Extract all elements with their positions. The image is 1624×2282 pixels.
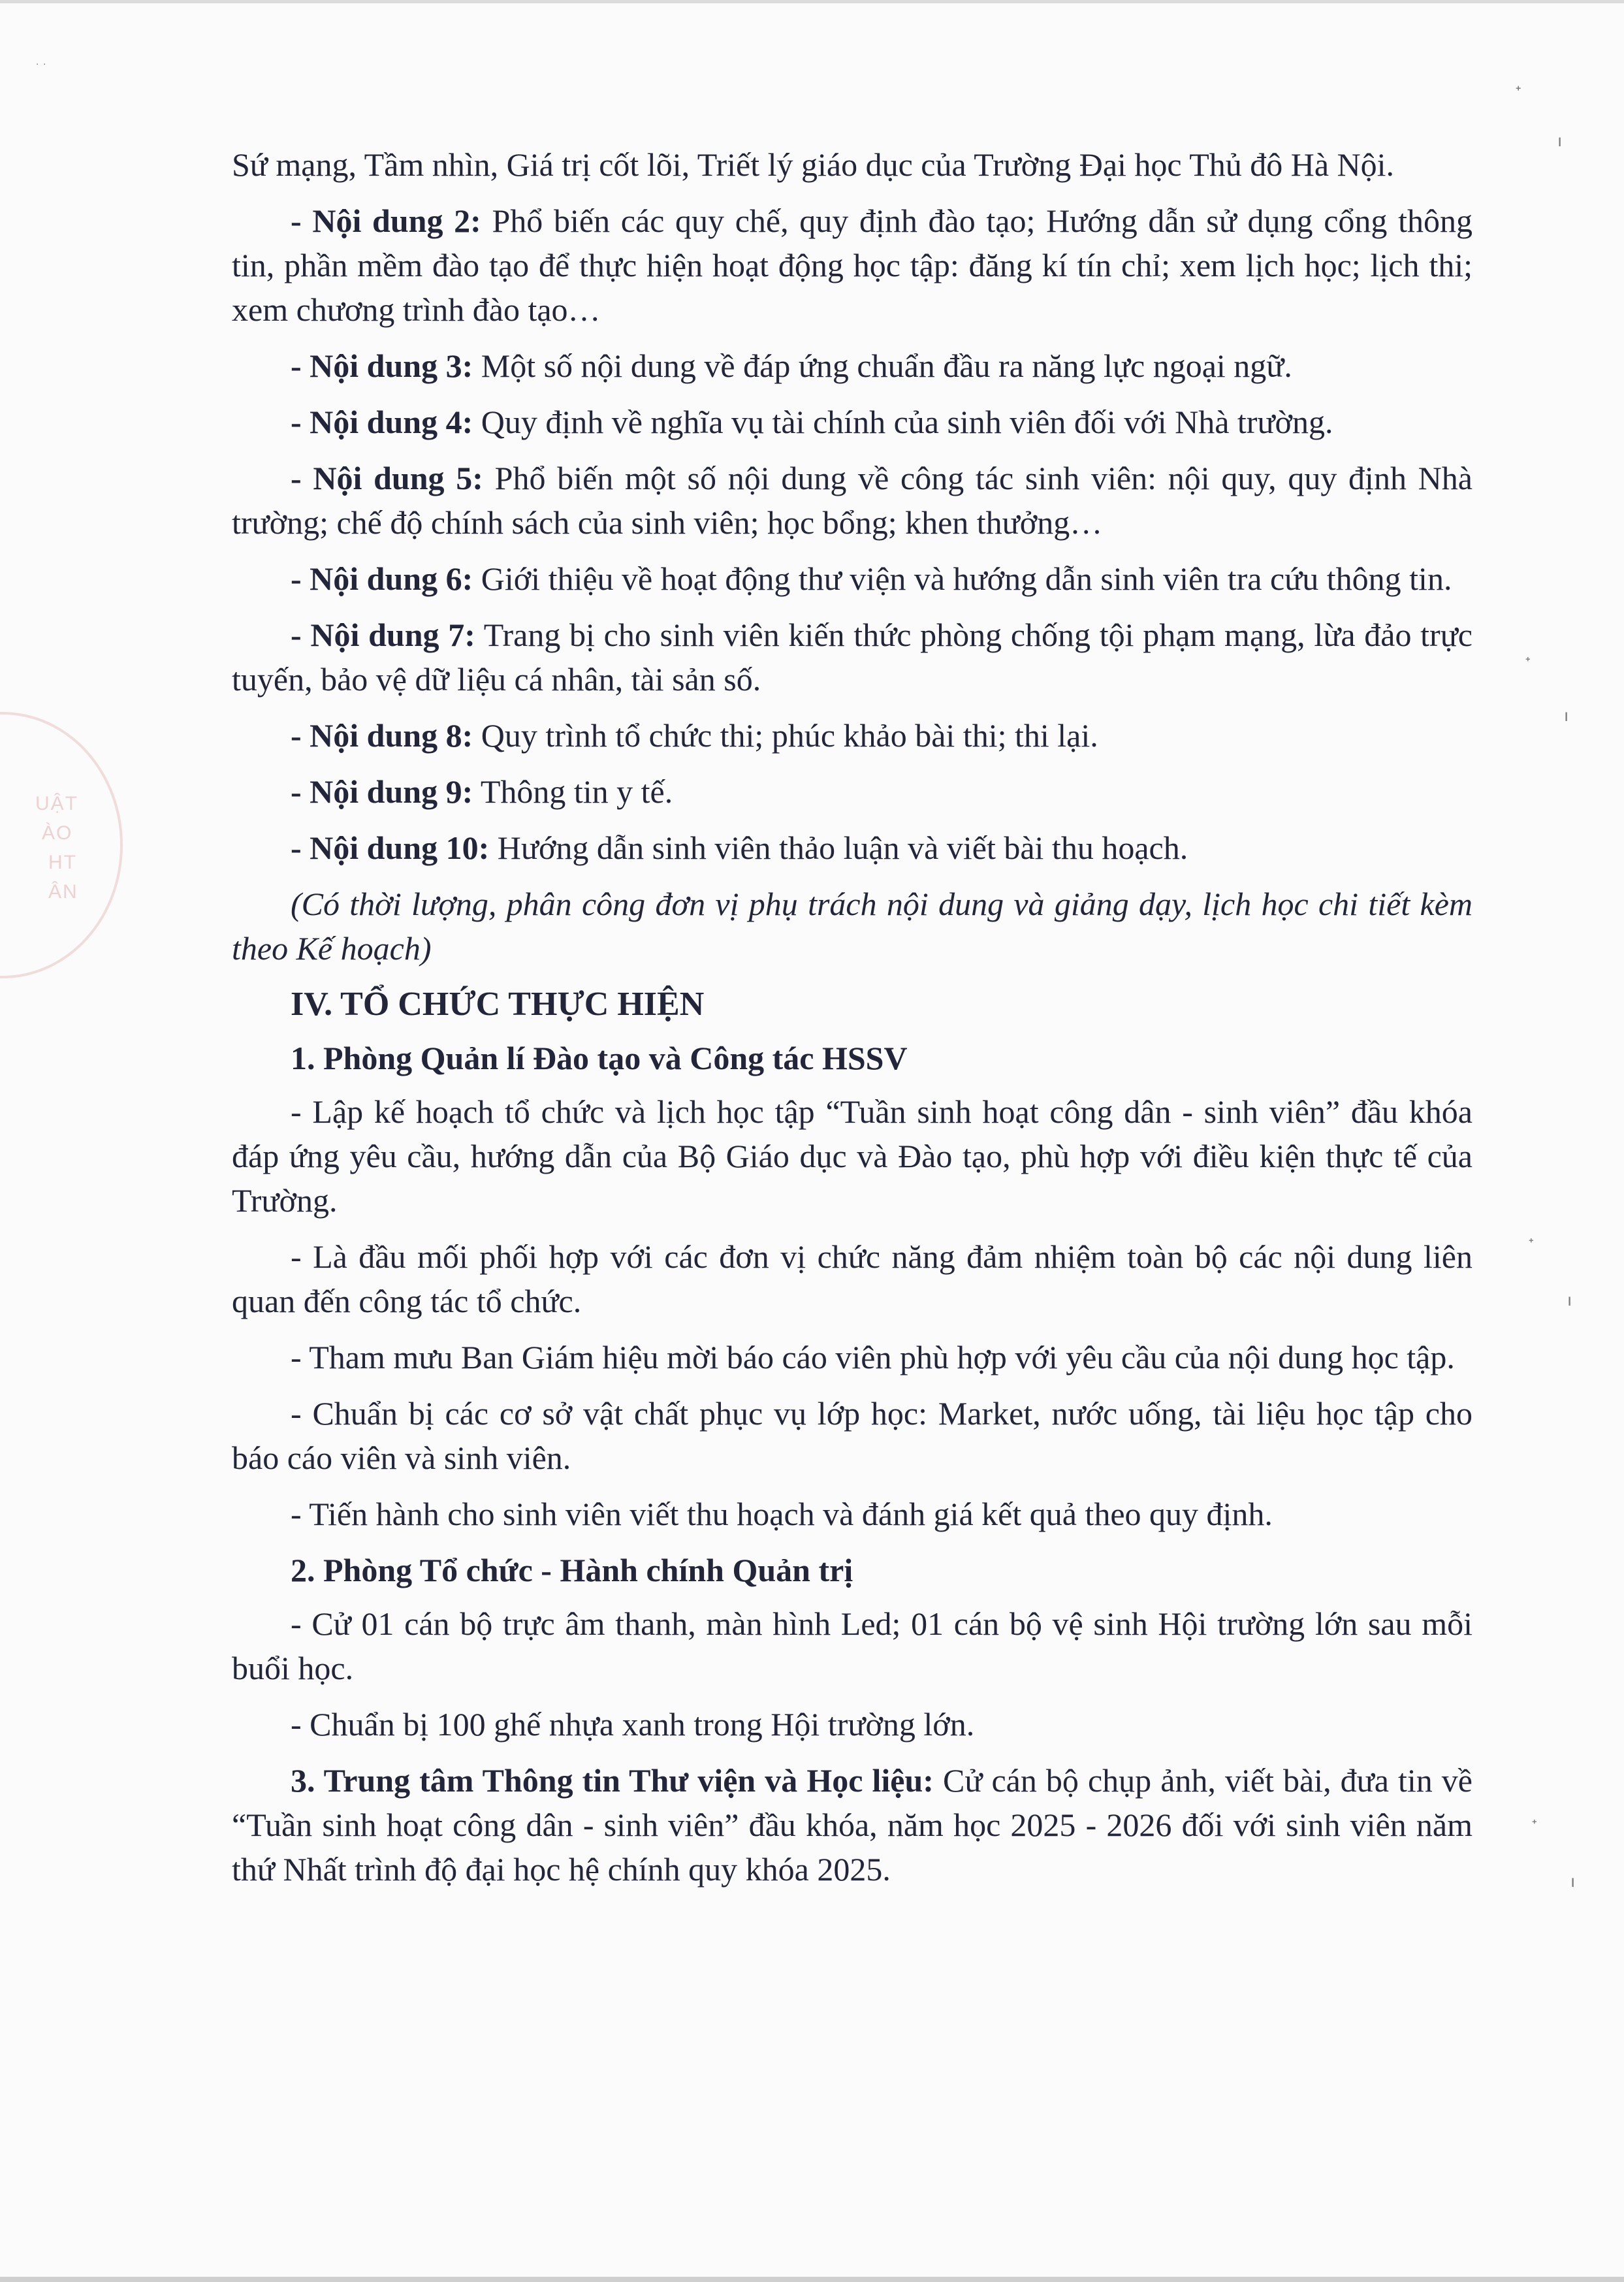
unit1-item: - Là đầu mối phối hợp với các đơn vị chức năng đảm nhiệm toàn bộ các nội dung liên quan đến công tác tổ chức. [232, 1238, 1473, 1319]
content-text: Phổ biến một số nội dung về công tác sinh viên: nội quy, quy định Nhà trường; chế độ chính sách của sinh viên; học bổng; khen thưởng… [232, 460, 1473, 541]
faded-red-stamp [0, 712, 123, 978]
unit3-heading: 3. Trung tâm Thông tin Thư viện và Học liệu: [291, 1762, 934, 1799]
unit1-item: - Lập kế hoạch tổ chức và lịch học tập “Tuần sinh hoạt công dân - sinh viên” đầu khóa đáp ứng yêu cầu, hướng dẫn của Bộ Giáo dục và Đào tạo, phù hợp với điều kiện thực tế của Trường. [232, 1093, 1473, 1219]
unit2-heading: 2. Phòng Tổ chức - Hành chính Quản trị [291, 1552, 853, 1588]
content-label: - Nội dung 10: [291, 829, 490, 866]
content-item-6 [232, 556, 1473, 601]
scan-edge-top [0, 0, 1624, 3]
scan-speck: ˙ ˙ [36, 62, 47, 75]
unit1-item: - Tiến hành cho sinh viên viết thu hoạch và đánh giá kết quả theo quy định. [291, 1496, 1273, 1532]
content-text: Phổ biến các quy chế, quy định đào tạo; Hướng dẫn sử dụng cổng thông tin, phần mềm đào tạo để thực hiện hoạt động học tập: đăng kí tín chỉ; xem lịch học; lịch thi; xem chương trình đào tạo… [232, 202, 1473, 328]
unit2-item: - Chuẩn bị 100 ghế nhựa xanh trong Hội trường lớn. [291, 1706, 975, 1743]
content-item-2 [232, 199, 1473, 332]
content-item-8 [232, 713, 1473, 758]
unit1-item: - Tham mưu Ban Giám hiệu mời báo cáo viên phù hợp với yêu cầu của nội dung học tập. [291, 1339, 1455, 1375]
content-item-5 [232, 456, 1473, 545]
stamp-text: ÀO [42, 822, 73, 844]
scan-speck: ı [1570, 1871, 1576, 1891]
scan-edge-bottom [0, 2277, 1624, 2282]
scan-speck: ı [1567, 1290, 1572, 1310]
content-item-10 [232, 826, 1473, 870]
content-text: Thông tin y tế. [480, 773, 673, 810]
unit1-item: - Chuẩn bị các cơ sở vật chất phục vụ lớp học: Market, nước uống, tài liệu học tập cho báo cáo viên và sinh viên. [232, 1395, 1473, 1476]
section-heading: IV. TỔ CHỨC THỰC HIỆN [291, 986, 705, 1023]
content-text: Quy định về nghĩa vụ tài chính của sinh viên đối với Nhà trường. [481, 404, 1333, 440]
content-label: - Nội dung 9: [291, 773, 473, 810]
content-label: - Nội dung 3: [291, 347, 473, 384]
scan-speck: ı [1557, 131, 1563, 150]
content-item-7 [232, 613, 1473, 701]
intro-paragraph: Sứ mạng, Tầm nhìn, Giá trị cốt lõi, Triết lý giáo dục của Trường Đại học Thủ đô Hà Nội. [232, 146, 1395, 183]
unit2-item: - Cử 01 cán bộ trực âm thanh, màn hình Led; 01 cán bộ vệ sinh Hội trường lớn sau mỗi buổi học. [232, 1605, 1473, 1686]
content-label: - Nội dung 7: [291, 617, 475, 653]
scan-speck: ᐩ [1525, 654, 1531, 671]
content-label: - Nội dung 2: [291, 202, 481, 239]
stamp-text: HT [48, 852, 77, 873]
content-label: - Nội dung 5: [291, 460, 483, 496]
content-label: - Nội dung 4: [291, 404, 473, 440]
scan-speck: ᐩ [1531, 1816, 1538, 1834]
content-item-9 [232, 769, 1473, 814]
stamp-text: ÂN [48, 881, 78, 903]
document-body [232, 142, 1473, 1903]
scan-speck: ᐩ [1528, 1235, 1535, 1253]
stamp-text: UẬT [35, 793, 78, 814]
content-text: Trang bị cho sinh viên kiến thức phòng chống tội phạm mạng, lừa đảo trực tuyến, bảo vệ dữ liệu cá nhân, tài sản số. [232, 617, 1473, 698]
unit1-heading: 1. Phòng Quản lí Đào tạo và Công tác HSSV [291, 1040, 908, 1076]
scan-speck: ᐩ [1515, 82, 1522, 101]
content-label: - Nội dung 6: [291, 560, 473, 597]
scan-speck: ı [1564, 705, 1569, 725]
content-text: Quy trình tổ chức thi; phúc khảo bài thi; thi lại. [481, 717, 1098, 754]
unit3-paragraph [232, 1758, 1473, 1891]
content-item-4 [232, 400, 1473, 444]
content-text: Giới thiệu về hoạt động thư viện và hướng dẫn sinh viên tra cứu thông tin. [481, 560, 1452, 597]
content-text: Hướng dẫn sinh viên thảo luận và viết bài thu hoạch. [497, 829, 1188, 866]
content-text: Một số nội dung về đáp ứng chuẩn đầu ra năng lực ngoại ngữ. [481, 347, 1292, 384]
schedule-note: (Có thời lượng, phân công đơn vị phụ trách nội dung và giảng dạy, lịch học chi tiết kèm theo Kế hoạch) [232, 886, 1473, 967]
content-label: - Nội dung 8: [291, 717, 473, 754]
content-item-3 [232, 344, 1473, 388]
unit3-text: Cử cán bộ chụp ảnh, viết bài, đưa tin về “Tuần sinh hoạt công dân - sinh viên” đầu khóa, năm học 2025 - 2026 đối với sinh viên năm thứ Nhất trình độ đại học hệ chính quy khóa 2025. [232, 1762, 1473, 1888]
